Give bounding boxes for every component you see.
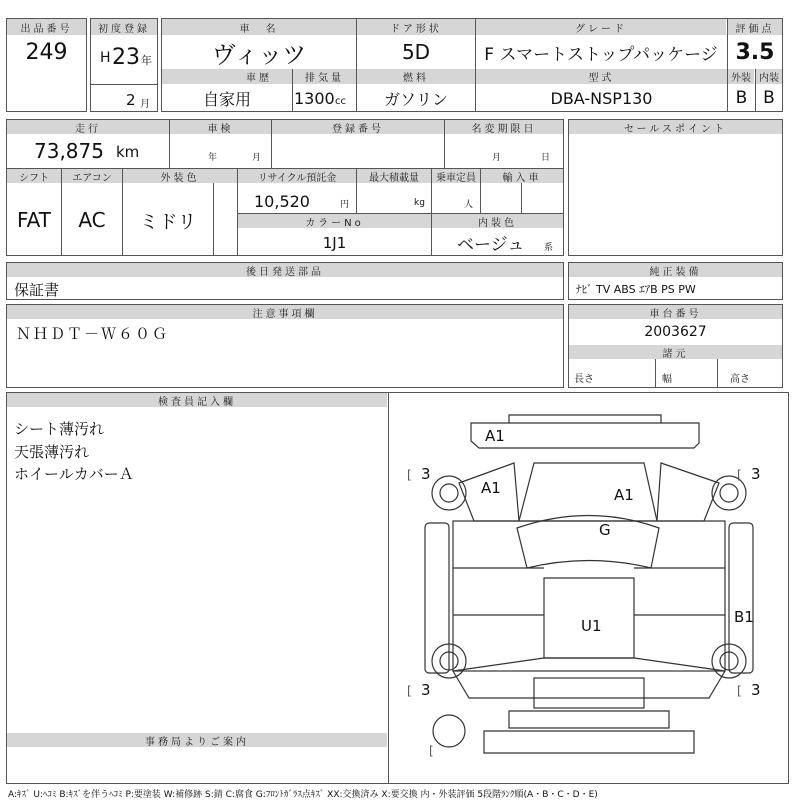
svg-text:[: [ — [429, 744, 434, 758]
import-label: 輸入車 — [481, 169, 563, 183]
notes-value: ＮＨＤＴ－Ｗ６０Ｇ — [16, 324, 170, 343]
grade-label: グレード — [476, 19, 726, 35]
interior-color-unit: 系 — [544, 242, 554, 253]
exterior-label: 外装 — [728, 69, 754, 84]
equipment-value: ﾅﾋﾞ TV ABS ｴｱB PS PW — [576, 283, 696, 296]
inspector-note-1: シート薄汚れ — [14, 419, 105, 438]
color-number-label: カラーNo — [238, 214, 431, 228]
mark-tire-fr: 3 — [751, 465, 761, 483]
spec-width: 幅 — [662, 373, 672, 385]
model-code: DBA-NSP130 — [550, 88, 653, 108]
parts-label: 後日発送部品 — [7, 263, 563, 277]
equipment-label: 純正装備 — [569, 263, 782, 277]
chassis-label: 車台番号 — [569, 305, 782, 319]
history-label: 車歴 — [162, 69, 356, 84]
spec-height: 高さ — [730, 373, 750, 385]
exterior-grade: B — [735, 88, 748, 108]
max-load-label: 最大積載量 — [357, 169, 431, 183]
mark-windshield: G — [599, 521, 611, 539]
mileage: 73,875 — [34, 139, 104, 163]
mileage-label: 走行 — [7, 120, 169, 134]
recycle-label: リサイクル預託金 — [238, 169, 356, 183]
car-name-label: 車 名 — [162, 19, 356, 35]
lot-number: 249 — [25, 39, 68, 65]
exterior-color-label: 外装色 — [123, 169, 237, 183]
shift-label: シフト — [7, 169, 61, 183]
svg-text:[: [ — [407, 468, 412, 482]
mark-right-rear: B1 — [734, 608, 754, 626]
parts-value: 保証書 — [14, 280, 60, 299]
chassis-number: 2003627 — [644, 324, 707, 340]
interior-grade: B — [763, 88, 775, 108]
recycle-unit: 円 — [340, 199, 350, 210]
registration-number-label: 登録番号 — [272, 120, 444, 134]
door-label: ドア形状 — [357, 19, 475, 35]
history: 自家用 — [202, 89, 251, 109]
spec-length: 長さ — [574, 373, 594, 385]
fuel-label: 燃料 — [357, 69, 475, 84]
svg-text:[: [ — [407, 684, 412, 698]
mark-tire-rl: 3 — [421, 681, 431, 699]
door-type: 5D — [401, 40, 431, 64]
capacity-label: 乗車定員 — [432, 169, 480, 183]
sales-point-box — [568, 119, 783, 256]
color-number: 1J1 — [322, 233, 347, 252]
displacement-unit: cc — [335, 95, 346, 107]
interior-color: ベージュ — [457, 235, 525, 255]
score-label: 評価点 — [728, 19, 782, 35]
fuel: ガソリン — [383, 89, 448, 109]
name-change-day: 日 — [541, 152, 551, 163]
lot-label: 出品番号 — [7, 19, 86, 35]
mark-tire-fl: 3 — [421, 465, 431, 483]
aircon-label: エアコン — [62, 169, 122, 183]
score: 3.5 — [735, 39, 775, 65]
max-load-unit: kg — [414, 198, 425, 208]
spec-label: 諸元 — [569, 345, 782, 359]
shift: FAT — [16, 208, 51, 232]
car-name: ヴィッツ — [211, 40, 307, 69]
sales-point-label: セールスポイント — [569, 120, 782, 134]
year-unit: 年 — [141, 54, 152, 67]
mark-roof: A1 — [614, 486, 634, 504]
exterior-color: ミドリ — [139, 210, 197, 233]
interior-color-label: 内装色 — [432, 214, 563, 228]
capacity-unit: 人 — [464, 199, 474, 210]
side-view-top — [471, 423, 699, 448]
inspection-label: 車検 — [170, 120, 271, 134]
mark-interior: U1 — [581, 617, 602, 635]
reg-year: 23 — [112, 44, 140, 70]
legend: A:ｷｽﾞ U:ﾍｺﾐ B:ｷｽﾞを伴うﾍｺﾐ P:要塗装 W:補修跡 S:錆 C:腐食 G:ﾌﾛﾝﾄｶﾞﾗｽ点ｷｽﾞ XX:交換済み X:要交換 内・外装評価 5段階ﾗﾝｸ順(A・B・C・D・E) — [8, 789, 598, 800]
model-code-label: 型式 — [476, 69, 727, 84]
name-change-month: 月 — [492, 152, 502, 163]
inspector-note-3: ホイールカバーＡ — [14, 464, 134, 483]
month-unit: 月 — [140, 98, 150, 110]
inspection-month: 月 — [252, 152, 262, 163]
name-change-label: 名変期限日 — [445, 120, 563, 134]
svg-text:[: [ — [737, 468, 742, 482]
reg-month: 2 — [126, 91, 136, 109]
displacement: 1300 — [294, 88, 335, 108]
inspection-year: 年 — [208, 152, 218, 163]
spare-tire — [433, 715, 465, 747]
era: H — [100, 50, 111, 66]
interior-label: 内装 — [756, 69, 782, 84]
displacement-label: 排気量 — [293, 69, 356, 84]
mark-roof-top: A1 — [485, 427, 505, 445]
recycle-fee: 10,520 — [254, 191, 310, 211]
mark-tire-rr: 3 — [751, 681, 761, 699]
notes-label: 注意事項欄 — [7, 305, 563, 319]
grade: F スマートストップパッケージ — [484, 44, 718, 65]
first-registration-label: 初度登録 — [91, 19, 157, 35]
office-label: 事務局よりご案内 — [7, 733, 387, 747]
car-damage-diagram — [389, 393, 788, 783]
svg-text:[: [ — [737, 684, 742, 698]
mileage-unit: km — [116, 143, 140, 161]
inspector-label: 検査員記入欄 — [7, 393, 387, 407]
mark-left-door-top: A1 — [481, 479, 501, 497]
aircon: AC — [78, 208, 106, 232]
inspector-note-2: 天張薄汚れ — [14, 442, 90, 461]
